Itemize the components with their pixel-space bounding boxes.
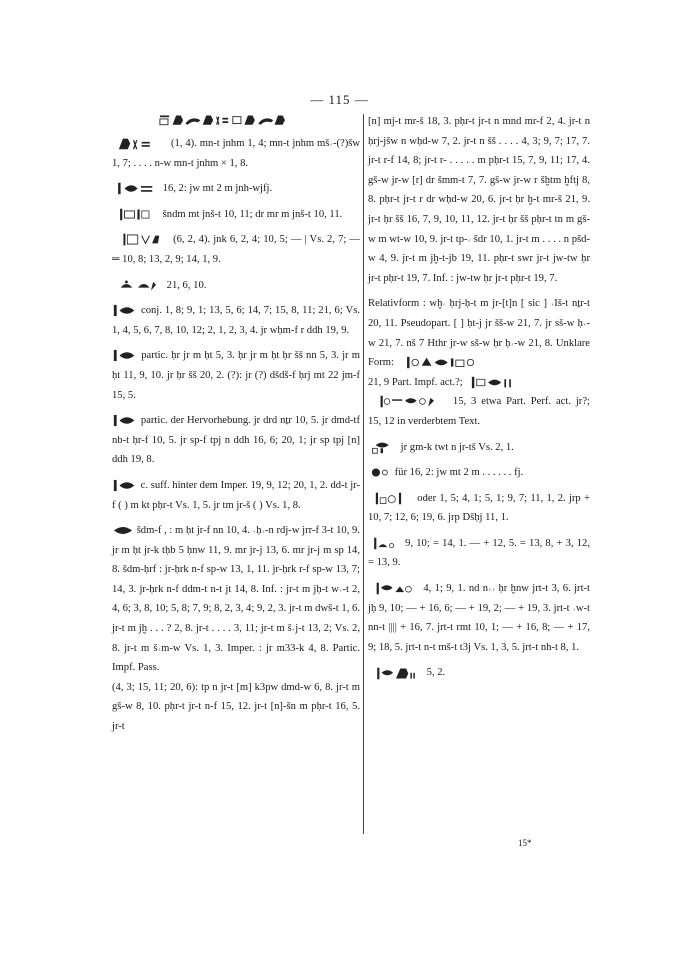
hieroglyph-group [112, 524, 134, 537]
entry-text: 9, 10; = 14, 1. — + 12, 5. = 13, 8, + 3, 12, = 13, 9. [368, 537, 590, 569]
entry-l8 [112, 411, 360, 470]
hieroglyph-group [465, 376, 521, 389]
hieroglyph-group [112, 182, 160, 195]
hieroglyph-group [112, 479, 138, 492]
entry-l6 [112, 301, 360, 340]
hieroglyph-group [112, 112, 334, 134]
entry-text: partic. der Hervorhebung. jr drd nṯr 10, 5. jr dmd-tf nb-t ḥr-f 10, 5. jr sp-f tpj n ddh 16, 6; 20, 1; jr sp tpj [n] ddh 19, 8. [112, 415, 360, 466]
entry-l5 [112, 276, 360, 296]
hieroglyph-group [112, 233, 170, 246]
entry-text: c. suff. hinter dem Imper. 19, 9, 12; 20, 1, 2. dd-t jr-f ( ) m kt pḥr-t Vs. 1, 5. jr tm jr-š ( ) Vs. 1, 8. [112, 479, 360, 511]
hieroglyph-group [112, 349, 138, 362]
entry-r3 [368, 373, 590, 393]
hieroglyph-group [368, 466, 392, 479]
entry-text: conj. 1, 8; 9, 1; 13, 5, 6; 14, 7; 15, 8, 11; 21, 6; Vs. 1, 4, 5, 6, 7, 8, 10, 12; 2, 1, 2, 3, 4. jr wḥm-f r ddh 19, 9. [112, 305, 360, 336]
hieroglyph-group [368, 537, 402, 550]
entry-r5 [368, 438, 590, 458]
entry-text: 21, 9 Part. Impf. act.?; [368, 376, 463, 388]
hieroglyph-group [112, 414, 138, 427]
entry-r2 [368, 294, 590, 372]
entry-r4 [368, 392, 590, 431]
entry-text: für 16, 2: jw mt 2 m . . . . . . fj. [394, 467, 524, 479]
entry-text: (1, 4). mn-t jnhm 1, 4; mn-t jnhm mš˓-(?)šw 1, 7; . . . . n-w mn-t jnhm × 1, 8. [112, 138, 360, 169]
hieroglyph-group [112, 279, 164, 292]
entry-text: [n] mj-t mr-š 18, 3. pḥr-t jr-t n mnd mr-f 2, 4. jr-t n ḥrj-jšw n wḥd-w 7, 2. jr-t n šš . . . . 4, 3; 9, 7; 17, 7. jr-t r-f 14, 8; jr-t r- . . . . . m pḥr-t 15, 7, 9, 11; 17, 4. gš-w jr-w [r] dr šmm-t 7, 7. gš-w jr-w r šḫtm ḫftj 8, 8. pḥr-t jr-t r dr wḥd-w 20, 6. jr-t ḥr ḫ-t mr-š 21, 9. jr-t ḥr šš 16, 7, 9, 10, 11, 12. jr-t ḥr šš pḥr-t tn m gš-w m wt-w 10, 9. jr-t tp-˓ šdr 10, 1. jr-t m . . . . n pšd-w 4, 9. jr-t m jḫ-t-jb 19, 11. pḥr-t swr jr-t jw-tw ḥr jr-t pḥr-t 19, 7. Inf. : jw-tw ḥr jr-t pḥr-t 19, 7. [368, 116, 590, 284]
entry-text: Relativform : wḫ˓ ḥrj-ḥ-t m jr-[t]n [ sic ] ˒Iš-t nṯr-t 20, 11. Pseudopart. [ ] ḥt-j jr šš-w 21, 7. jr sš-w ḥ˓-w 21, 7. nš 7 Hthr jr-w sš-w ḥr ḥ˓-w 21, 8. Unklare Form: [368, 298, 590, 369]
entry-text: partic. ḥr jr m ḥt 5, 3. ḥr jr m ḥt ḥr šš nn 5, 3. jr m ḥt 11, 9, 10. jr ḥr šš 20, 2. (?): jr (?) dšdš-f ḥrj mt 22 jm-f 15, 5. [112, 350, 360, 401]
entry-text: šdm-f , : m ḥt jr-f nn 10, 4. ˓ḥ˓-n rdj-w jrr-f 3-t 10, 9. jr m ḥt jr-k tḥb 5 ḥnw 11, 9. mr jr-j 13, 6. mr jr-j m sp 14, 8. šdm-ḥrf : jr-ḥrk n-f sp-w 13, 1, 11. jr-ḥrk r-f sp-w 13, 7; 14, 3. jr-ḥrk n-f ddm-t n-t jt 14, 8. Inf. : jr-t m jḥ-t w˓-t 2, 4, 6; 3, 8, 10; 5, 8; 7, 9; 8, 2, 3, 4; 9, 2, 3. jr-t m dwš-t 1, 6. jr-t m jḫ . . . ? 2, 8. jr-t . . . . 3, 11; jr-t m š˓j-t 13, 2; Vs. 2, 8. jr-t m š˓m-w Vs. 1, 3. Imper. : jr m33-k 4, 8. Partic. Impf. Pass. [112, 525, 360, 674]
entry-text: 16, 2: jw mt 2 m jnh-wjfj. [162, 183, 273, 195]
entry-r1 [368, 112, 590, 288]
entry-text: 21, 6, 10. [166, 279, 207, 291]
entry-l4 [112, 230, 360, 269]
entry-r7 [368, 489, 590, 528]
hieroglyph-group [368, 492, 414, 505]
hieroglyph-group [112, 137, 168, 150]
entry-l10 [112, 521, 360, 678]
entry-text: jr gm-k twt n jr-tš Vs. 2, 1. [400, 441, 514, 453]
hieroglyph-group [397, 356, 487, 369]
left-column [112, 112, 360, 737]
entry-l11 [112, 678, 360, 737]
entry-r9 [368, 579, 590, 657]
hieroglyph-group [368, 667, 424, 680]
hieroglyph-group [368, 395, 448, 408]
hieroglyph-group [368, 582, 420, 595]
right-column [368, 112, 590, 683]
entry-l7 [112, 346, 360, 405]
entry-l3 [112, 205, 360, 225]
entry-r10 [368, 663, 590, 683]
entry-text: 15, 3 etwa Part. Perf. act. jr?; 15, 12 in verderbtem Text. [368, 396, 590, 427]
entry-text: 5, 2. [426, 667, 446, 679]
entry-text: (4, 3; 15, 11; 20, 6): tp n jr-t [m] k3pw dmd-w 6, 8. jr-t m gš-w 8, 10. pḥr-t jr-t n-f 15, 12. jr-t [n]-šn m pḥr-t 16, 5. jr-t [112, 681, 360, 733]
entry-r6 [368, 463, 590, 483]
entry-text: 4, 1; 9, 1. nd n˓˓ ḥr ḫnw jrt-t 3, 6. jrt-t jḥ 9, 10; — + 16, 6; — + 19, 2; — + 19, 3. jrt-t ˓w-t nn-t |||| + 16, 7. jrt-t rmt 10, 1; — + 16, 8; — + 17, 9; 18, 5. jrt-t n-t mš-t t3j Vs. 1, 3, 5. jrt-t nh-t 8, 1. [368, 583, 590, 653]
entry-text: oder 1, 5; 4, 1; 5, 1; 9, 7; 11, 1, 2. jrp + 10, 7; 12, 6; 19, 6. jrp Dšḥj 11, 1. [368, 492, 590, 524]
signature-mark: 15* [518, 838, 532, 848]
entry-l1 [112, 112, 360, 173]
hieroglyph-group [368, 441, 398, 454]
entry-r8 [368, 534, 590, 573]
page-number-top: — 115 — [310, 92, 369, 107]
entry-text: (6, 2, 4). jnk 6, 2, 4; 10, 5; — | Vs. 2, 7; — ═ 10, 8; 13, 2, 9; 14, 1, 9. [112, 234, 361, 265]
entry-text: šndm mt jnš-t 10, 11; dr mr m jnš-t 10, 11. [162, 208, 343, 220]
hieroglyph-group [112, 208, 160, 221]
entry-l2 [112, 179, 360, 199]
entry-l9 [112, 476, 360, 515]
hieroglyph-group [112, 304, 138, 317]
column-divider [363, 114, 364, 834]
